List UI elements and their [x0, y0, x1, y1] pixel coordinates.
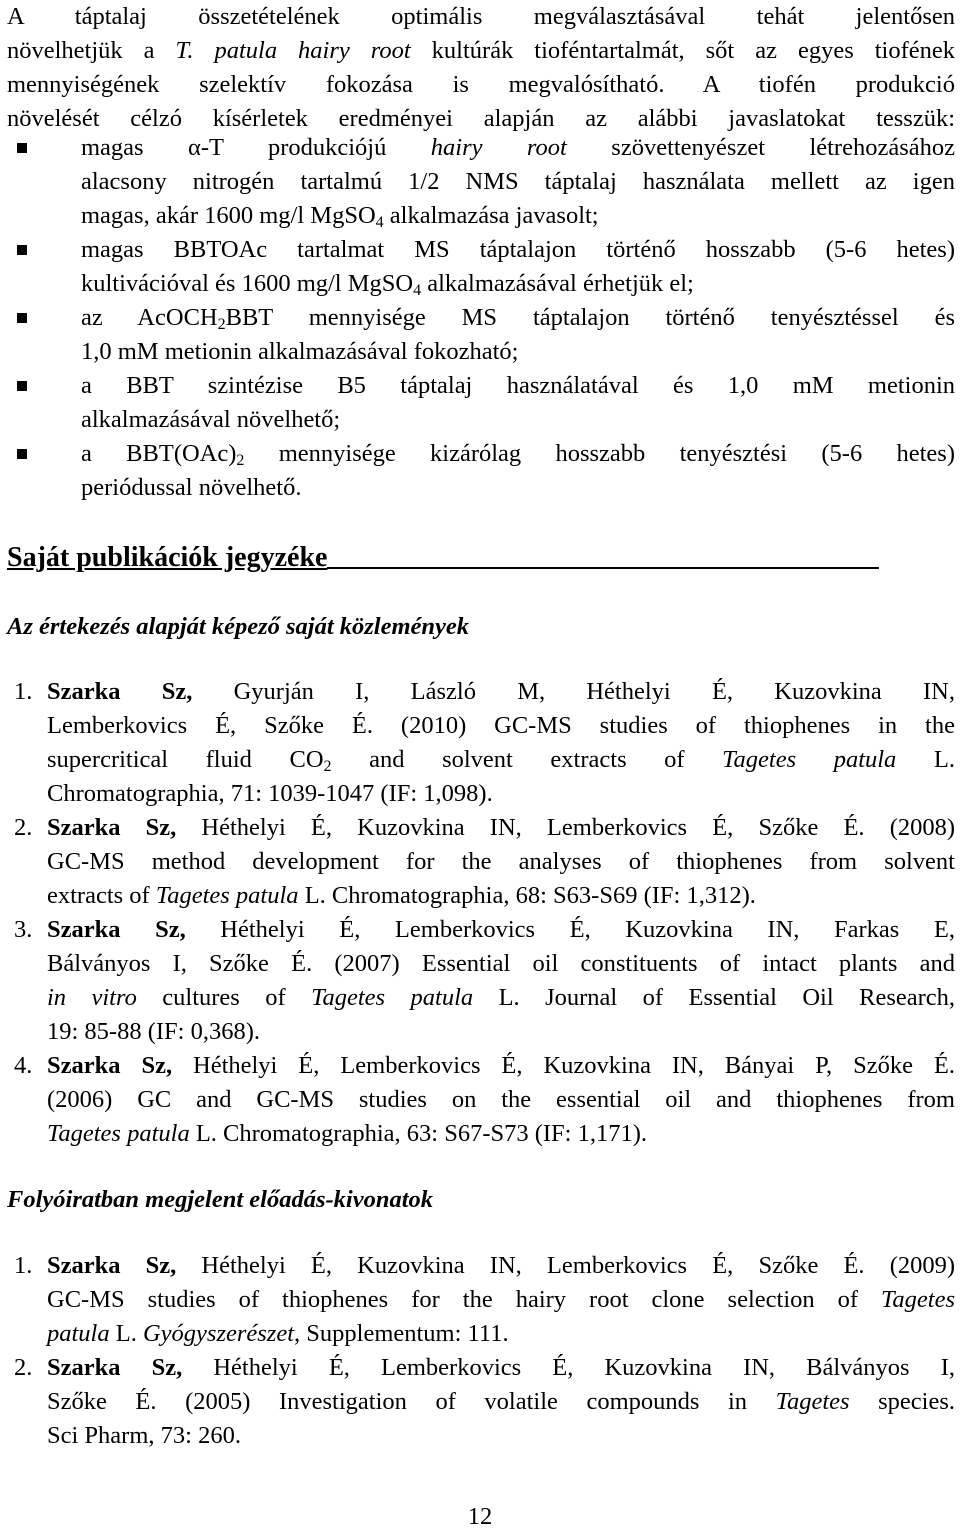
- abstract-2-line-3: [47, 1419, 955, 1453]
- intro-line-3: [7, 68, 955, 102]
- text: L.: [896, 746, 955, 773]
- pub-3-line-1: [47, 913, 955, 947]
- pub-3-line-4: [47, 1015, 955, 1049]
- abstract-1-line-1: [47, 1249, 955, 1283]
- bullet-5-line-1: [81, 437, 955, 471]
- text: az AcOCH: [81, 304, 218, 331]
- text: növelését célzó kísérletek eredményei alapján az alábbi javaslatokat tesszük:: [7, 105, 955, 132]
- text: 19: 85-88 (IF: 0,368).: [47, 1018, 260, 1045]
- abstract-1-line-2: [47, 1283, 955, 1317]
- text: alacsony nitrogén tartalmú 1/2 NMS táptalaj használata mellett az igen: [81, 168, 955, 195]
- pub-2-line-1: [47, 811, 955, 845]
- text: 1,0 mM metionin alkalmazásával fokozható;: [81, 338, 519, 365]
- text: kultúrák tiofén​tartalmát, sőt az egyes tiofének: [410, 37, 955, 64]
- italic-text: hairy root: [430, 134, 567, 161]
- intro-line-1: [7, 0, 955, 34]
- text: magas α-T produkciójú: [81, 134, 431, 161]
- bullet-2-line-2: [81, 267, 955, 301]
- bullet-3-line-2: [81, 335, 955, 369]
- text: a BBT(OAc): [81, 440, 237, 467]
- bullet-1-line-1: [81, 131, 955, 165]
- text: Chromatographia, 71: 1039-1047 (IF: 1,098).: [47, 780, 493, 807]
- text: növelhetjük a: [7, 37, 176, 64]
- bullet-square-icon: [17, 245, 27, 255]
- subscript: 2: [217, 316, 226, 333]
- abstract-1-number: 1.: [14, 1252, 33, 1279]
- pub-1-line-1: [47, 675, 955, 709]
- text: BBT mennyisége MS táptalajon történő tenyésztéssel és: [225, 304, 955, 331]
- text: GC-MS method development for the analyses of thiophenes from solvent: [47, 848, 955, 875]
- author-bold: Szarka Sz,: [47, 1354, 183, 1381]
- text: mennyiségének szelektív fokozása is megvalósítható. A tiofén produkció: [7, 71, 955, 98]
- subscript: 4: [375, 214, 384, 231]
- italic-text: Tagetes patula: [47, 1120, 190, 1147]
- bullet-2-line-1: [81, 233, 955, 267]
- text: A táptalaj összetételének optimális megválasztásával tehát jelentősen: [7, 3, 955, 30]
- abstract-2-line-2: [47, 1385, 955, 1419]
- text: magas, akár 1600 mg/l MgSO: [81, 202, 376, 229]
- text: L.: [109, 1320, 143, 1347]
- subscript: 2: [236, 452, 245, 469]
- bullet-3-line-1: [81, 301, 955, 335]
- text: Héthelyi É, Lemberkovics É, Kuzovkina IN, Bányai P, Szőke É.: [172, 1052, 955, 1079]
- text: L. Chromatographia, 63: S67-S73 (IF: 1,171).: [189, 1120, 648, 1147]
- italic-text: Tagetes: [775, 1388, 850, 1415]
- subsection-title-2: [7, 1183, 955, 1217]
- subscript: 4: [413, 282, 422, 299]
- section-title-text: Saját publikációk jegyzéke: [7, 542, 328, 573]
- text: extracts of: [47, 882, 156, 909]
- bullet-square-icon: [17, 449, 27, 459]
- text: Gyurján I, László M, Héthelyi É, Kuzovkina IN,: [192, 678, 956, 705]
- text: alkalmazása javasolt;: [383, 202, 599, 229]
- pub-3-number: 3.: [14, 916, 33, 943]
- text: cultures of: [136, 984, 312, 1011]
- italic-text: Tagetes patula: [311, 984, 474, 1011]
- text: alkalmazásával növelhető;: [81, 406, 341, 433]
- title-underline-rule: [327, 567, 879, 569]
- pub-4-line-1: [47, 1049, 955, 1083]
- text: a BBT szintézise B5 táptalaj használatával és 1,0 mM metionin: [81, 372, 955, 399]
- italic-text: patula: [47, 1320, 110, 1347]
- text: Héthelyi É, Kuzovkina IN, Lemberkovics É, Szőke É. (2008): [176, 814, 956, 841]
- text: mennyisége kizárólag hosszabb tenyésztési (5-6 hetes): [244, 440, 955, 467]
- pub-1-line-2: [47, 709, 955, 743]
- pub-2-number: 2.: [14, 814, 33, 841]
- bullet-square-icon: [17, 313, 27, 323]
- text: periódussal növelhető.: [81, 474, 302, 501]
- subsection-title-1: [7, 610, 955, 644]
- pub-3-line-2: [47, 947, 955, 981]
- italic-text: Tagetes patula: [722, 746, 897, 773]
- text: Bálványos I, Szőke É. (2007) Essential oil constituents of intact plants and: [47, 950, 955, 977]
- bullet-1-line-3: [81, 199, 955, 233]
- italic-text: in vitro: [47, 984, 137, 1011]
- author-bold: Szarka Sz,: [47, 916, 186, 943]
- bullet-1-line-2: [81, 165, 955, 199]
- text: kultivációval és 1600 mg/l MgSO: [81, 270, 414, 297]
- bullet-5-line-2: [81, 471, 955, 505]
- text: species.: [849, 1388, 956, 1415]
- author-bold: Szarka Sz,: [47, 1052, 173, 1079]
- italic-text: Gyógyszerészet: [142, 1320, 295, 1347]
- author-bold: Szarka Sz,: [47, 678, 193, 705]
- text: (2006) GC and GC-MS studies on the essential oil and thiophenes from: [47, 1086, 955, 1113]
- intro-line-2: [7, 34, 955, 68]
- abstract-2-line-1: [47, 1351, 955, 1385]
- bullet-4-line-1: [81, 369, 955, 403]
- text: L. Journal of Essential Oil Research,: [473, 984, 956, 1011]
- pub-1-line-3: [47, 743, 955, 777]
- pub-4-line-3: [47, 1117, 955, 1151]
- text: Az értekezés alapját képező saját közlemények: [7, 613, 470, 640]
- text: Héthelyi É, Lemberkovics É, Kuzovkina IN, Farkas E,: [185, 916, 955, 943]
- author-bold: Szarka Sz,: [47, 814, 177, 841]
- text: GC-MS studies of thiophenes for the hairy root clone selection of: [47, 1286, 882, 1313]
- text: alkalmazásával érhetjük el;: [421, 270, 694, 297]
- italic-text: T. patula hairy root: [175, 37, 411, 64]
- author-bold: Szarka Sz,: [47, 1252, 177, 1279]
- pub-3-line-3: [47, 981, 955, 1015]
- text: szövettenyészet létrehozásához: [566, 134, 955, 161]
- text: L. Chromatographia, 68: S63-S69 (IF: 1,312).: [298, 882, 756, 909]
- text: Lemberkovics É, Szőke É. (2010) GC-MS studies of thiophenes in the: [47, 712, 955, 739]
- text: Szőke É. (2005) Investigation of volatile compounds in: [47, 1388, 776, 1415]
- pub-4-line-2: [47, 1083, 955, 1117]
- pub-2-line-3: [47, 879, 955, 913]
- abstract-2-number: 2.: [14, 1354, 33, 1381]
- pub-1-number: 1.: [14, 678, 33, 705]
- pub-4-number: 4.: [14, 1052, 33, 1079]
- section-title: [7, 538, 955, 578]
- page-number: 12: [467, 1503, 493, 1530]
- text: and solvent extracts of: [331, 746, 723, 773]
- subscript: 2: [323, 758, 332, 775]
- abstract-1-line-3: [47, 1317, 955, 1351]
- text: magas BBTOAc tartalmat MS táptalajon történő hosszabb (5-6 hetes): [81, 236, 955, 263]
- bullet-square-icon: [17, 143, 27, 153]
- text: supercritical fluid CO: [47, 746, 324, 773]
- italic-text: Tagetes patula: [155, 882, 299, 909]
- bullet-4-line-2: [81, 403, 955, 437]
- text: Héthelyi É, Lemberkovics É, Kuzovkina IN, Bálványos I,: [182, 1354, 955, 1381]
- text: Folyóiratban megjelent előadás-kivonatok: [7, 1186, 434, 1213]
- italic-text: Tagetes: [881, 1286, 955, 1313]
- text: , Supplementum: 111.: [294, 1320, 509, 1347]
- text: Sci Pharm, 73: 260.: [47, 1422, 241, 1449]
- pub-2-line-2: [47, 845, 955, 879]
- text: Héthelyi É, Kuzovkina IN, Lemberkovics É, Szőke É. (2009): [176, 1252, 956, 1279]
- bullet-square-icon: [17, 381, 27, 391]
- pub-1-line-4: [47, 777, 955, 811]
